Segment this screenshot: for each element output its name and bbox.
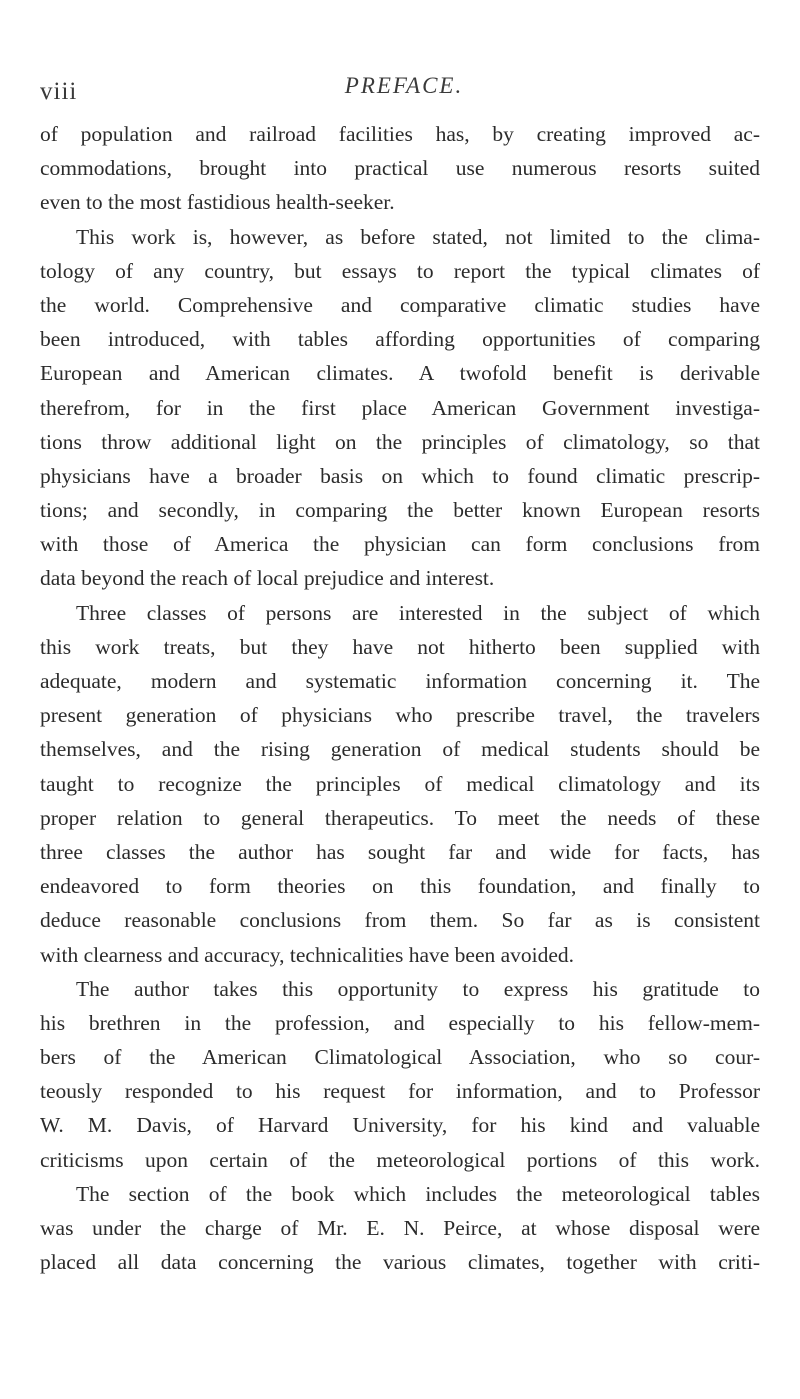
text-line: present generation of physicians who prescribe travel, the travelers <box>40 703 760 728</box>
text-line: was under the charge of Mr. E. N. Peirce, at whose disposal were <box>40 1216 760 1240</box>
body-text <box>40 117 760 1279</box>
text-line: of population and railroad facilities has, by creating improved ac- <box>40 122 760 146</box>
text-line: The author takes this opportunity to express his gratitude to <box>76 976 760 1001</box>
text-line: therefrom, for in the first place American Government investiga- <box>40 395 760 420</box>
text-line: endeavored to form theories on this foundation, and finally to <box>40 874 760 899</box>
text-line: been introduced, with tables affording opportunities of comparing <box>40 327 760 352</box>
text-line: physicians have a broader basis on which to found climatic prescrip- <box>40 463 760 488</box>
text-line: teously responded to his request for information, and to Professor <box>40 1079 760 1104</box>
text-line: tology of any country, but essays to report the typical climates of <box>40 258 760 283</box>
text-line: proper relation to general therapeutics. To meet the needs of these <box>40 805 760 830</box>
text-line: Three classes of persons are interested in the subject of which <box>76 600 760 625</box>
text-line: tions throw additional light on the principles of climatology, so that <box>40 429 760 454</box>
text-line: his brethren in the profession, and especially to his fellow-mem- <box>40 1010 760 1035</box>
text-line: commodations, brought into practical use numerous resorts suited <box>40 156 760 181</box>
text-line: bers of the American Climatological Association, who so cour- <box>40 1045 760 1070</box>
text-line: with clearness and accuracy, technicalities have been avoided. <box>40 942 575 967</box>
text-line: even to the most fastidious health-seeker. <box>40 190 395 215</box>
text-line: placed all data concerning the various climates, together with criti- <box>40 1250 760 1275</box>
text-line: the world. Comprehensive and comparative climatic studies have <box>40 292 760 317</box>
text-line: data beyond the reach of local prejudice and interest. <box>40 566 495 591</box>
text-line: with those of America the physician can form conclusions from <box>40 532 760 557</box>
text-line: deduce reasonable conclusions from them. So far as is consistent <box>40 908 760 933</box>
text-line: adequate, modern and systematic information concerning it. The <box>40 669 760 693</box>
text-line: themselves, and the rising generation of medical students should be <box>40 737 760 762</box>
text-line: taught to recognize the principles of medical climatology and its <box>40 771 760 796</box>
text-line: European and American climates. A twofold benefit is derivable <box>40 361 760 386</box>
text-line: this work treats, but they have not hitherto been supplied with <box>40 634 760 659</box>
page-number: viii <box>40 78 78 105</box>
text-line: criticisms upon certain of the meteorological portions of this work. <box>40 1147 760 1172</box>
text-line: The section of the book which includes the meteorological tables <box>76 1181 760 1206</box>
text-line: W. M. Davis, of Harvard University, for his kind and valuable <box>40 1113 760 1138</box>
text-line: three classes the author has sought far and wide for facts, has <box>40 839 760 864</box>
text-line: This work is, however, as before stated, not limited to the clima- <box>76 224 760 249</box>
running-head: PREFACE. <box>344 73 464 98</box>
text-line: tions; and secondly, in comparing the better known European resorts <box>40 498 760 523</box>
